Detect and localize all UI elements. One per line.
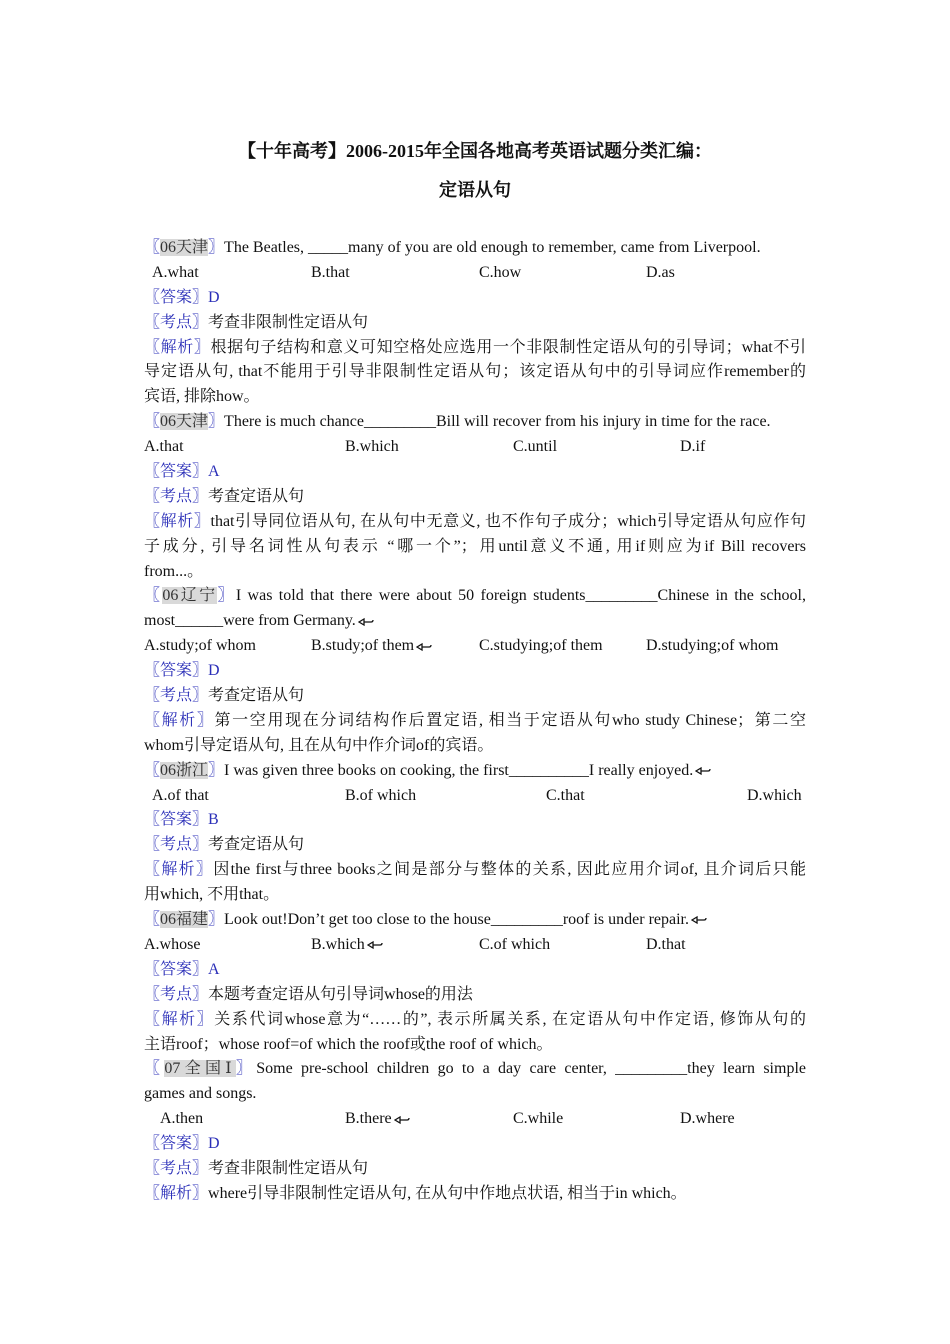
return-mark-icon — [358, 617, 374, 627]
option-d: D.if — [680, 438, 706, 456]
question-text: I was told that there were about 50 foreign students_________Chinese in the school, — [235, 587, 806, 605]
question-source: 06辽宁 — [162, 587, 218, 605]
option-d: D.where — [680, 1110, 735, 1128]
question-text: Some pre-school children go to a day care center, _________they learn simple — [256, 1060, 806, 1078]
option-d: D.studying;of whom — [646, 637, 779, 655]
question-text: The Beatles, _____many of you are old enough to remember, came from Liverpool. — [224, 239, 761, 256]
point-line: 〖考点〗本题考查定语从句引导词whose的用法 — [144, 985, 473, 1003]
question-5-options — [144, 933, 806, 958]
option-b: B.that — [311, 263, 350, 281]
point-line: 〖考点〗考查定语从句 — [144, 836, 305, 854]
question-source: 07全国Ⅰ — [164, 1060, 236, 1078]
option-c: C.until — [513, 438, 558, 456]
answer-value: A — [208, 463, 220, 481]
analysis-line: from...。 — [144, 562, 204, 580]
question-3-options — [144, 634, 806, 659]
return-mark-icon — [394, 1115, 410, 1125]
analysis-line: 〖解析〗关系代词whose意为“……的”, 表示所属关系, 在定语从句中作定语, 修饰从句的 — [144, 1010, 806, 1028]
question-6-stem-cont: games and songs. — [144, 1085, 257, 1103]
answer-line: 〖答案〗D — [144, 662, 220, 680]
option-b: B.study;of them — [311, 634, 479, 659]
option-a: A.then — [160, 1110, 204, 1128]
question-list — [144, 236, 806, 1207]
option-c: C.studying;of them — [479, 637, 603, 655]
analysis-line: whom引导定语从句, 且在从句中作介词of的宾语。 — [144, 736, 494, 754]
option-d: D.that — [646, 935, 686, 953]
analysis-line: 〖解析〗where引导非限制性定语从句, 在从句中作地点状语, 相当于in which。 — [144, 1184, 687, 1202]
analysis-line: 〖解析〗第一空用现在分词结构作后置定语, 相当于定语从句who study Chinese；第二空 — [144, 711, 806, 729]
option-a: A.what — [152, 263, 199, 281]
answer-line: 〖答案〗D — [144, 1135, 220, 1153]
point-line: 〖考点〗考查定语从句 — [144, 487, 305, 505]
option-b: B.which — [345, 438, 399, 456]
question-4-stem: 〖06浙江〗I was given three books on cooking, the first__________I really enjoyed. — [144, 759, 806, 784]
answer-value: D — [208, 662, 220, 680]
question-6-options — [144, 1107, 806, 1132]
question-1-stem: 〖06天津〗The Beatles, _____many of you are old enough to remember, came from Liverpool. — [144, 239, 761, 256]
analysis-line: 〖解析〗因the first与three books之间是部分与整体的关系, 因此应用介词of, 且介词后只能 — [144, 861, 806, 879]
question-source: 06天津 — [160, 413, 209, 431]
analysis-line: 主语roof；whose roof=of which the roof或the roof of which。 — [144, 1035, 553, 1053]
return-mark-icon — [695, 766, 711, 776]
option-c: C.how — [479, 263, 522, 281]
answer-line: 〖答案〗D — [144, 288, 220, 306]
analysis-line: 用which, 不用that。 — [144, 886, 280, 904]
option-b: B.which — [311, 933, 479, 958]
answer-line: 〖答案〗A — [144, 463, 220, 481]
option-b: B.there — [345, 1107, 513, 1132]
question-2-stem: 〖06天津〗There is much chance_________Bill will recover from his injury in time for the race. — [144, 413, 771, 431]
return-mark-icon — [691, 915, 707, 925]
option-b: B.of which — [345, 786, 417, 804]
question-source: 06天津 — [160, 239, 209, 256]
option-d: D.as — [646, 263, 675, 281]
answer-value: D — [208, 288, 220, 306]
point-line: 〖考点〗考查定语从句 — [144, 687, 305, 705]
option-a: A.of that — [152, 786, 209, 804]
question-source: 06福建 — [160, 911, 209, 929]
question-4-options — [144, 784, 806, 809]
option-a: A.whose — [144, 935, 201, 953]
answer-value: A — [208, 960, 220, 978]
question-text: I was given three books on cooking, the first__________I really enjoyed. — [224, 761, 694, 779]
question-1-options — [144, 261, 806, 286]
answer-line: 〖答案〗A — [144, 960, 220, 978]
question-6-stem: 〖07全国Ⅰ〗Some pre-school children go to a day care center, _________they learn simple — [144, 1060, 806, 1078]
option-c: C.while — [513, 1110, 564, 1128]
question-source: 06浙江 — [160, 761, 209, 779]
analysis-line: 导定语从句, that不能用于引导非限制性定语从句；该定语从句中的引导词应作remember的 — [144, 363, 806, 381]
return-mark-icon — [367, 940, 383, 950]
option-a: A.study;of whom — [144, 637, 256, 655]
point-line: 〖考点〗考查非限制性定语从句 — [144, 1159, 369, 1177]
analysis-line: 子成分, 引导名词性从句表示 “哪一个”；用until意义不通, 用if则应为if Bill recovers — [144, 537, 806, 555]
answer-value: B — [208, 811, 219, 829]
option-c: C.of which — [479, 935, 551, 953]
answer-line: 〖答案〗B — [144, 811, 219, 829]
question-3-stem-cont: most______were from Germany. — [144, 609, 806, 634]
analysis-line: 〖解析〗that引导同位语从句, 在从句中无意义, 也不作句子成分；which引导定语从句应作句 — [144, 512, 806, 530]
question-text: Look out!Don’t get too close to the house_________roof is under repair. — [224, 911, 689, 929]
question-2-options — [144, 435, 806, 460]
question-3-stem: 〖06辽宁〗I was told that there were about 50 foreign students_________Chinese in the school, — [144, 587, 806, 605]
document-title: 【十年高考】2006-2015年全国各地高考英语试题分类汇编： — [238, 141, 712, 161]
analysis-line: 宾语, 排除how。 — [144, 388, 260, 406]
analysis-line: 〖解析〗根据句子结构和意义可知空格处应选用一个非限制性定语从句的引导词；what不引 — [144, 338, 806, 356]
option-a: A.that — [144, 438, 184, 456]
question-text: There is much chance_________Bill will recover from his injury in time for the race. — [224, 413, 771, 431]
option-d: D.which — [747, 786, 802, 804]
return-mark-icon — [416, 642, 432, 652]
option-c: C.that — [546, 786, 585, 804]
question-5-stem: 〖06福建〗Look out!Don’t get too close to the house_________roof is under repair. — [144, 908, 806, 933]
answer-value: D — [208, 1135, 220, 1153]
document-subtitle: 定语从句 — [439, 180, 511, 200]
point-line: 〖考点〗考查非限制性定语从句 — [144, 313, 369, 331]
